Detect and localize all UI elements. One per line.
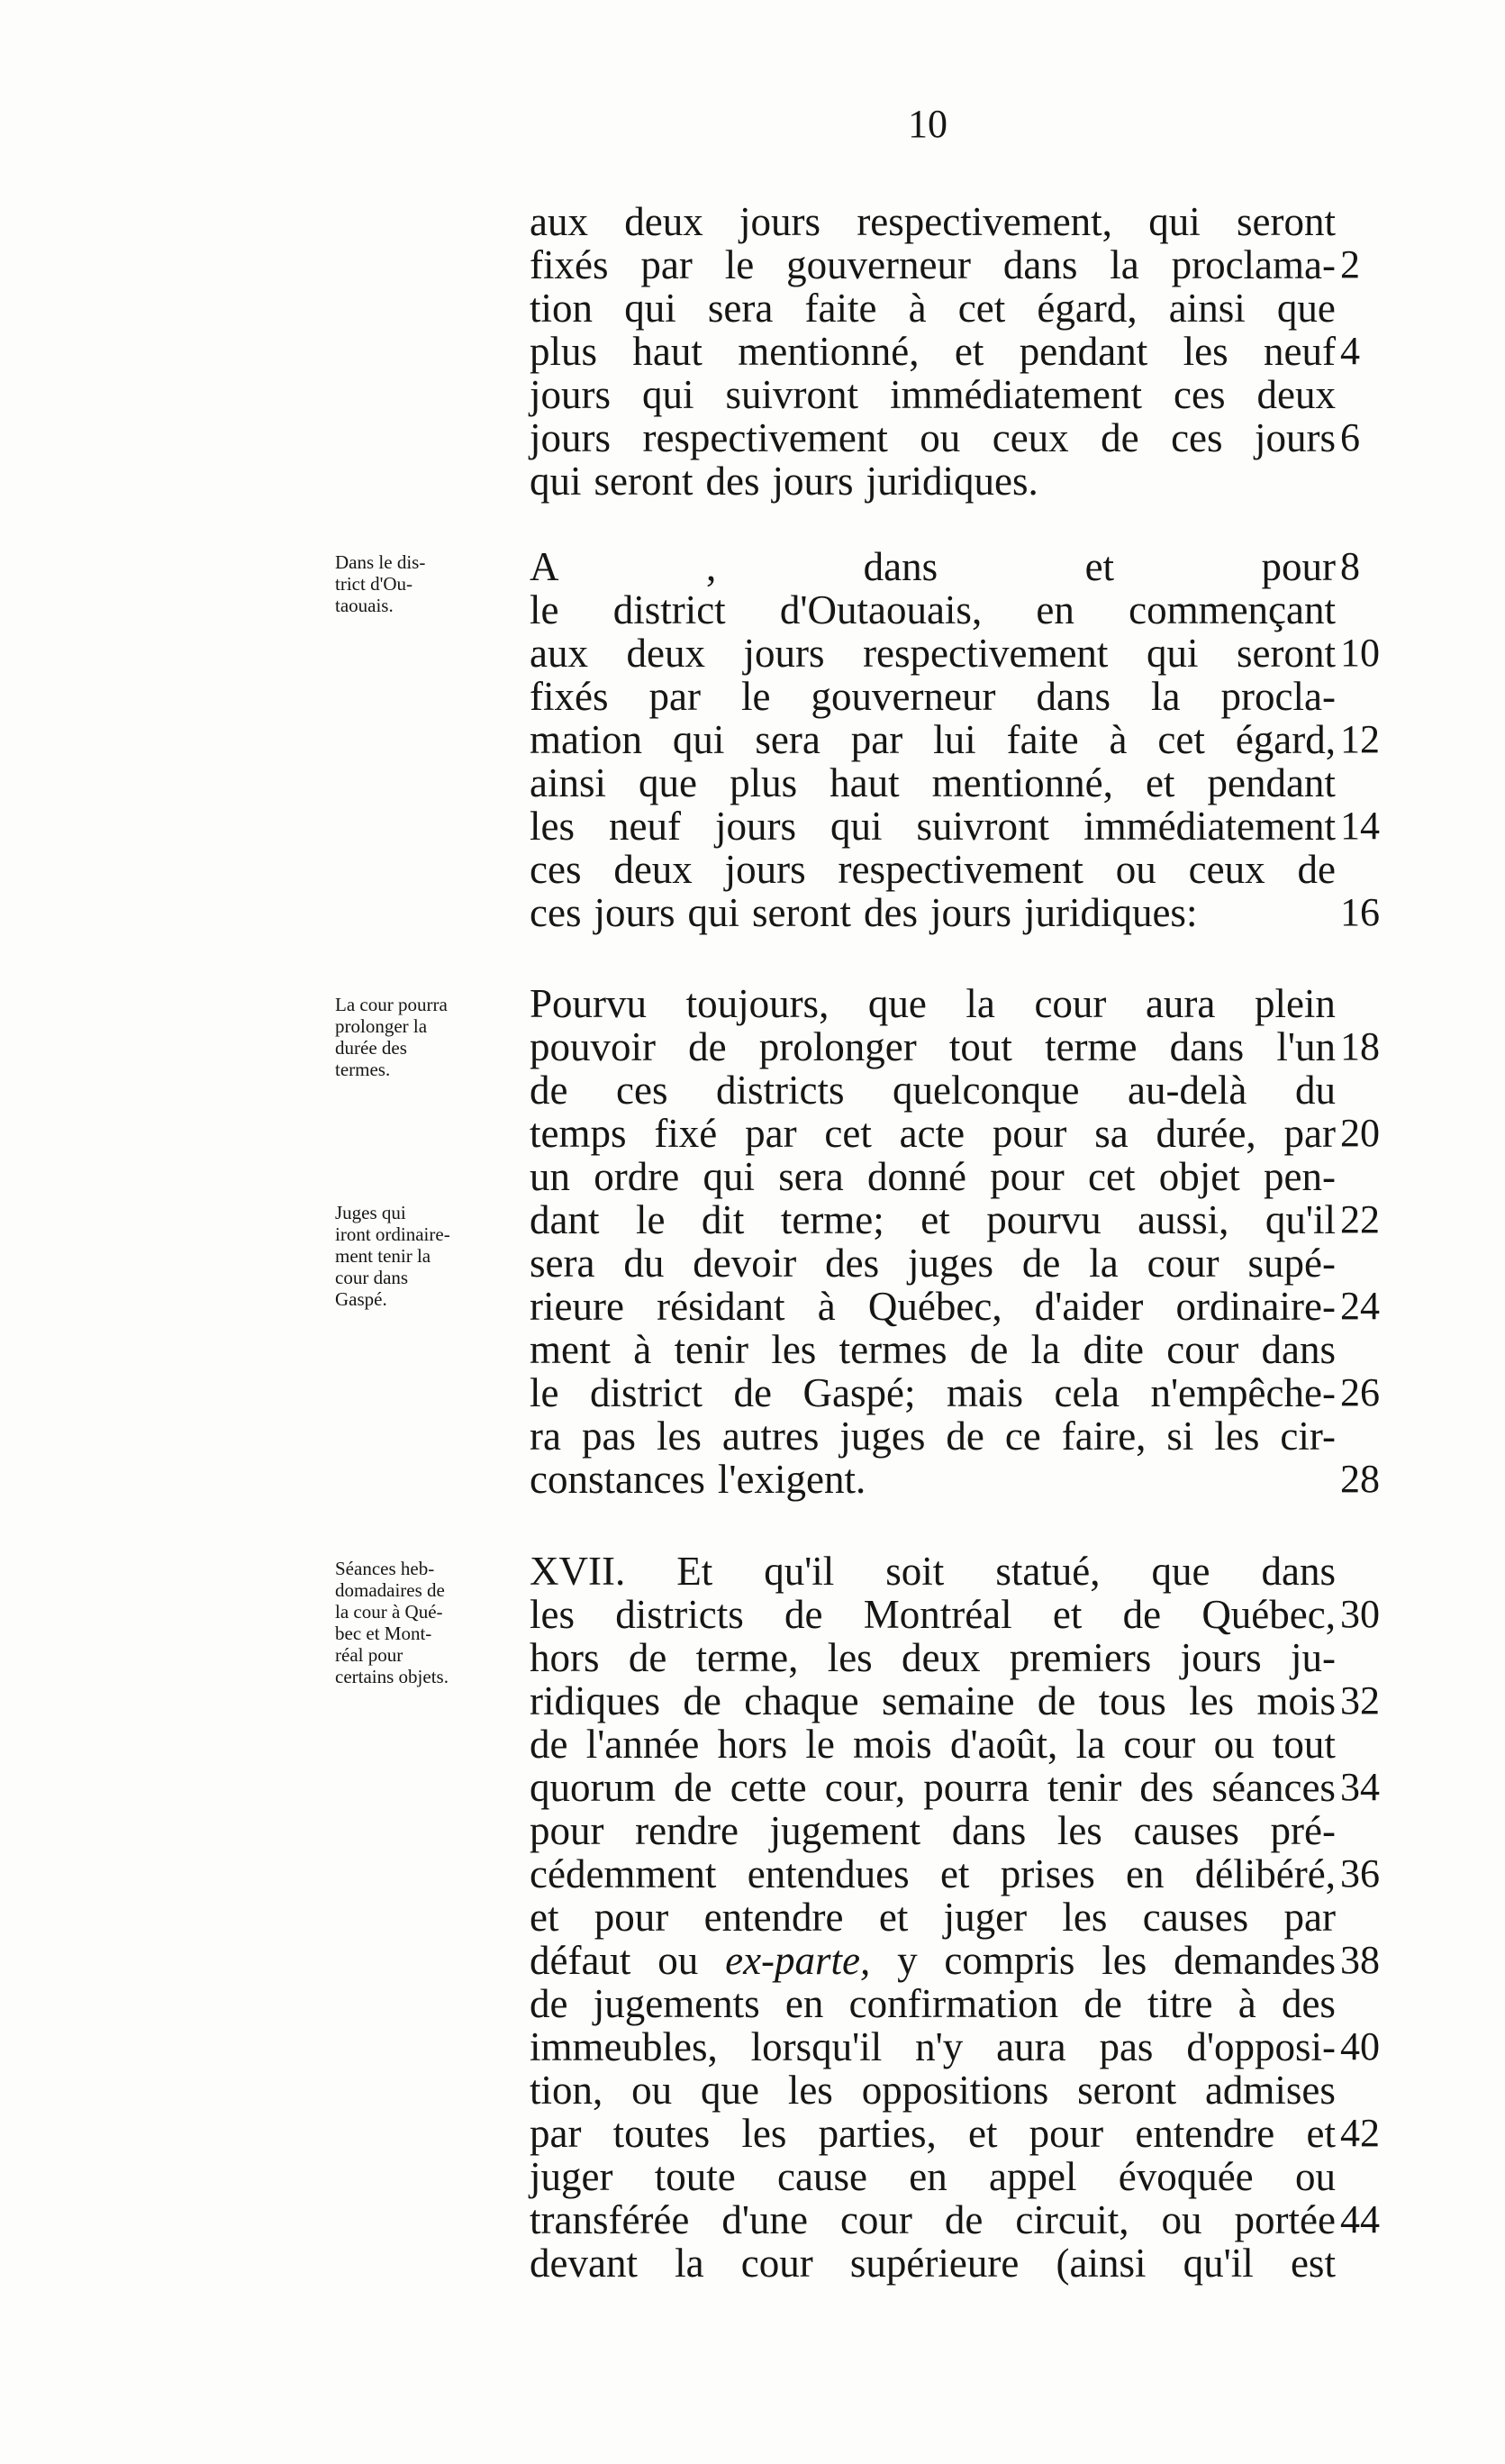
line-number: 18 [1340,1024,1380,1068]
text-line: sera du devoir des juges de la cour supé- [530,1241,1336,1286]
line-number: 2 [1340,242,1360,286]
text-line: A , dans et pour [530,544,1336,589]
text-line: ainsi que plus haut mentionné, et pendant [530,760,1336,805]
text-line: de ces districts quelconque au-delà du [530,1068,1336,1113]
text-line: ra pas les autres juges de ce faire, si les cir- [530,1414,1336,1459]
text-line: jours respectivement ou ceux de ces jours [530,415,1336,460]
text-line: qui seront des jours juridiques. [530,459,1038,504]
text-line: temps fixé par cet acte pour sa durée, par [530,1111,1336,1156]
text-line: jours qui suivront immédiatement ces deux [530,372,1336,417]
text-line: devant la cour supérieure (ainsi qu'il est [530,2241,1336,2286]
text-line: le district d'Outaouais, en commençant [530,587,1336,632]
text-line: aux deux jours respectivement, qui seront [530,199,1336,244]
text-line: tion qui sera faite à cet égard, ainsi que [530,286,1336,331]
text-line: rieure résidant à Québec, d'aider ordinaire- [530,1284,1336,1329]
line-number: 14 [1340,804,1380,848]
margin-note: Juges qui iront ordinaire- ment tenir la cour dans Gaspé. [335,1202,450,1310]
line-number: 26 [1340,1370,1380,1414]
text-line: hors de terme, les deux premiers jours ju- [530,1635,1336,1680]
text-line: ces jours qui seront des jours juridiques: [530,890,1198,935]
text-line: plus haut mentionné, et pendant les neuf [530,329,1336,374]
text-line: aux deux jours respectivement qui seront [530,631,1336,676]
text-line: de jugements en confirmation de titre à des [530,1981,1336,2026]
text-line: immeubles, lorsqu'il n'y aura pas d'opposi- [530,2024,1336,2069]
margin-note: La cour pourra prolonger la durée des termes. [335,994,448,1080]
line-number: 12 [1340,717,1380,761]
text-line: ces deux jours respectivement ou ceux de [530,847,1336,892]
text-line: défaut ou ex-parte, y compris les demandes [530,1938,1336,1983]
margin-note: Séances heb- domadaires de la cour à Qué- bec et Mont- réal pour certains objets. [335,1558,449,1687]
line-number: 38 [1340,1938,1380,1982]
text-line: dant le dit terme; et pourvu aussi, qu'il [530,1197,1336,1242]
text-line: fixés par le gouverneur dans la procla- [530,674,1336,719]
line-number: 44 [1340,2197,1380,2241]
text-line: constances l'exigent. [530,1457,866,1502]
text-line: mation qui sera par lui faite à cet égard, [530,717,1336,762]
margin-note: Dans le dis- trict d'Ou- taouais. [335,551,426,616]
text-line: pouvoir de prolonger tout terme dans l'un [530,1024,1336,1069]
line-number: 36 [1340,1851,1380,1896]
text-line: le district de Gaspé; mais cela n'empêche- [530,1370,1336,1415]
text-line: XVII. Et qu'il soit statué, que dans [530,1549,1336,1594]
line-number: 4 [1340,329,1360,373]
text-line: transférée d'une cour de circuit, ou portée [530,2197,1336,2242]
text-line: ridiques de chaque semaine de tous les mois [530,1678,1336,1723]
text-line: fixés par le gouverneur dans la proclama- [530,242,1336,287]
line-number: 42 [1340,2111,1380,2155]
line-number: 16 [1340,890,1380,934]
line-number: 24 [1340,1284,1380,1328]
line-number: 22 [1340,1197,1380,1241]
text-line: et pour entendre et juger les causes par [530,1895,1336,1940]
line-number: 10 [1340,631,1380,675]
text-line: quorum de cette cour, pourra tenir des séances [530,1765,1336,1810]
text-line: ment à tenir les termes de la dite cour dans [530,1327,1336,1372]
text-line: pour rendre jugement dans les causes pré- [530,1808,1336,1853]
line-number: 32 [1340,1678,1380,1723]
text-line: cédemment entendues et prises en délibéré, [530,1851,1336,1896]
text-line: Pourvu toujours, que la cour aura plein [530,981,1336,1026]
text-line: juger toute cause en appel évoquée ou [530,2154,1336,2199]
text-line: un ordre qui sera donné pour cet objet pen- [530,1154,1336,1199]
line-number: 20 [1340,1111,1380,1155]
text-line: les districts de Montréal et de Québec, [530,1592,1336,1637]
line-number: 6 [1340,415,1360,459]
text-line: tion, ou que les oppositions seront admises [530,2068,1336,2113]
line-number: 28 [1340,1457,1380,1501]
text-line: les neuf jours qui suivront immédiatement [530,804,1336,849]
text-line: par toutes les parties, et pour entendre et [530,2111,1336,2156]
line-number: 40 [1340,2024,1380,2068]
line-number: 34 [1340,1765,1380,1809]
line-number: 8 [1340,544,1360,588]
line-number: 30 [1340,1592,1380,1636]
page-number: 10 [908,102,947,146]
text-line: de l'année hors le mois d'août, la cour ou tout [530,1722,1336,1767]
